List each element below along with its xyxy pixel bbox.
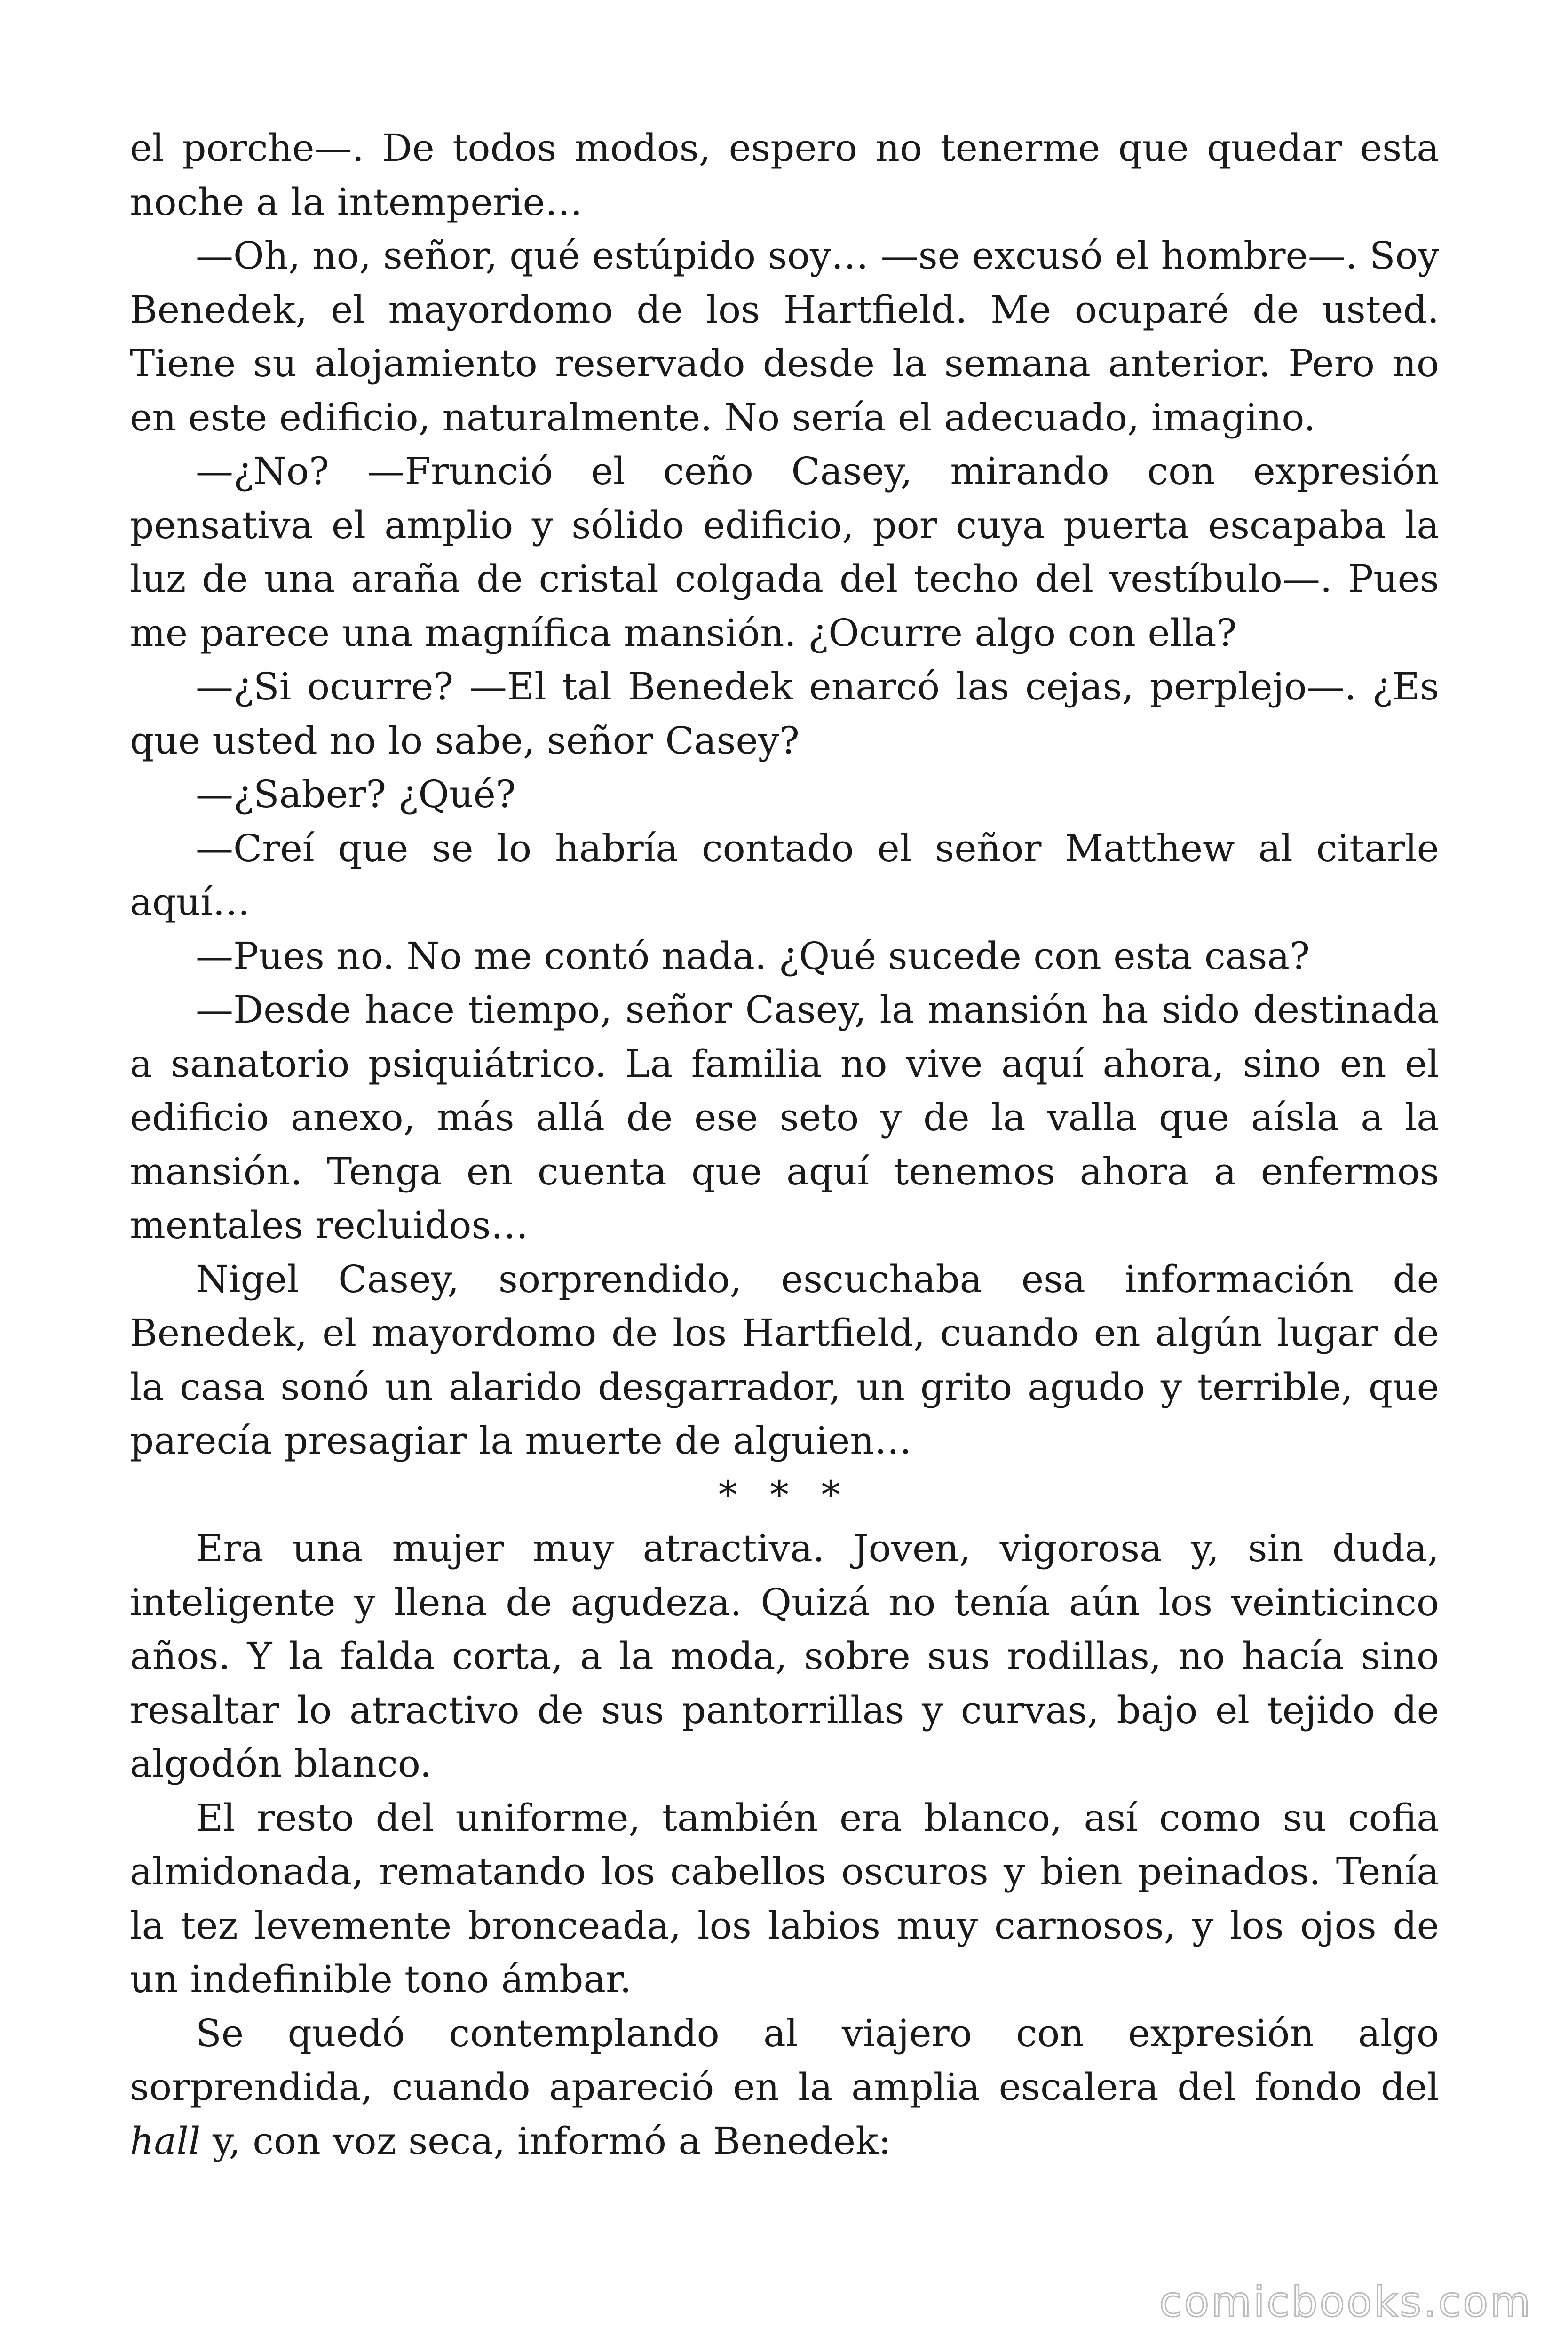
paragraph-5: —¿Saber? ¿Qué? — [196, 772, 516, 816]
paragraph-12-end: y, con voz seca, informó a Benedek: — [200, 2119, 891, 2163]
paragraph-2: —Oh, no, señor, qué estúpido soy… —se excusó el hombre—. Soy Benedek, el mayordomo de los Hartfield. Me ocuparé de usted. Tiene su alojamiento reservado desde la semana anterior. Pero no en este edificio, naturalmente. No sería el adecuado, imagino. — [130, 234, 1439, 439]
paragraph-8: —Desde hace tiempo, señor Casey, la mansión ha sido destinada a sanatorio psiquiátrico. La familia no vive aquí ahora, sino en el edificio anexo, más allá de ese seto y de la valla que aísla a la mansión. Tenga en cuenta que aquí tenemos ahora a enfermos mentales recluidos… — [130, 988, 1439, 1247]
paragraph-9: Nigel Casey, sorprendido, escuchaba esa información de Benedek, el mayordomo de los Hartfield, cuando en algún lugar de la casa sonó un alarido desgarrador, un grito agudo y terrible, que parecía presagiar la muerte de alguien… — [130, 1257, 1439, 1462]
paragraph-7: —Pues no. No me contó nada. ¿Qué sucede con esta casa? — [196, 934, 1310, 978]
paragraph-12 — [130, 2007, 1439, 2169]
document-page — [130, 121, 1439, 2168]
watermark-text: comicbooks.com — [1159, 2278, 1532, 2326]
paragraph-4: —¿Si ocurre? —El tal Benedek enarcó las cejas, perplejo—. ¿Es que usted no lo sabe, señor Casey? — [130, 665, 1439, 763]
paragraph-10: Era una mujer muy atractiva. Joven, vigorosa y, sin duda, inteligente y llena de agudeza. Quizá no tenía aún los veinticinco años. Y la falda corta, a la moda, sobre sus rodillas, no hacía sino resaltar lo atractivo de sus pantorrillas y curvas, bajo el tejido de algodón blanco. — [130, 1526, 1439, 1786]
paragraph-3: —¿No? —Frunció el ceño Casey, mirando con expresión pensativa el amplio y sólido edificio, por cuya puerta escapaba la luz de una araña de cristal colgada del techo del vestíbulo—. Pues me parece una magnífica mansión. ¿Ocurre algo con ella? — [130, 449, 1439, 655]
scene-separator: * * * — [718, 1472, 851, 1517]
paragraph-6: —Creí que se lo habría contado el señor Matthew al citarle aquí… — [130, 826, 1439, 924]
paragraph-1: el porche—. De todos modos, espero no tenerme que quedar esta noche a la intemperie… — [130, 126, 1439, 224]
paragraph-12-start: Se quedó contemplando al viajero con expresión algo sorprendida, cuando apareció en la amplia escalera del fondo del — [130, 2011, 1439, 2109]
paragraph-11: El resto del uniforme, también era blanco, así como su cofia almidonada, rematando los cabellos oscuros y bien peinados. Tenía la tez levemente bronceada, los labios muy carnosos, y los ojos de un indefinible tono ámbar. — [130, 1796, 1439, 2001]
italic-word: hall — [130, 2119, 201, 2163]
